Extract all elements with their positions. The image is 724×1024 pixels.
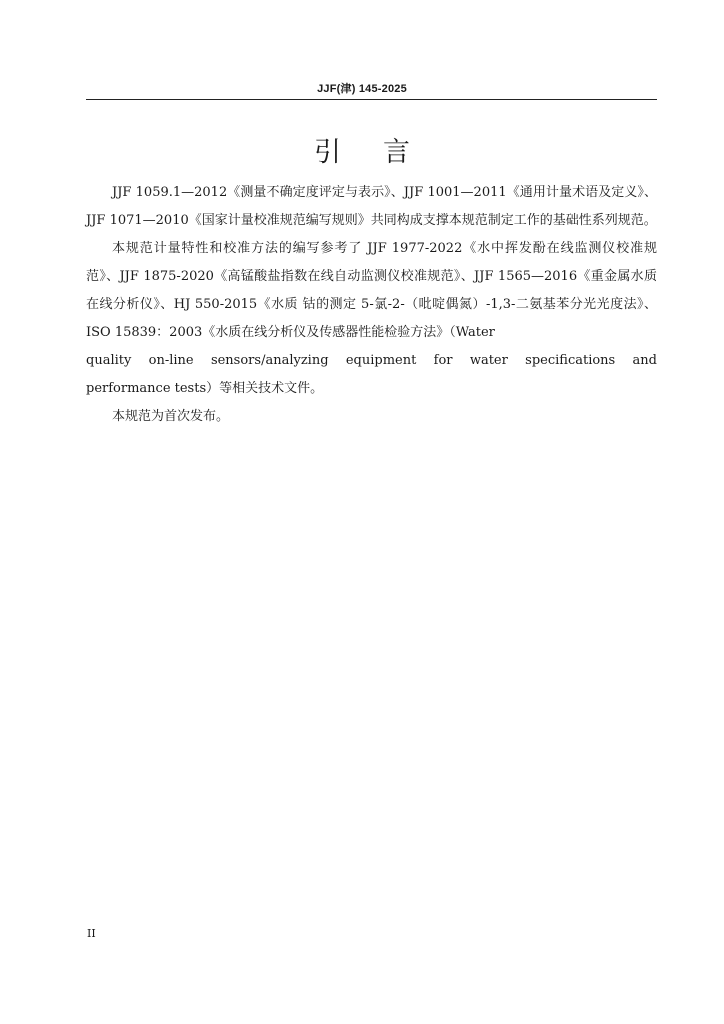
page-number: II <box>87 927 96 940</box>
paragraph-continuation-end: performance tests）等相关技术文件。 <box>86 381 324 396</box>
paragraph-reference-documents: 本规范计量特性和校准方法的编写参考了 JJF 1977-2022《水中挥发酚在线监测仪校准规范》、JJF 1875-2020《高锰酸盐指数在线自动监测仪校准规范》、JJF 1565—2016《重金属水质在线分析仪》、HJ 550-2015《水质 钴的测定 5-氯-2-（吡啶偶氮）-1,3-二氨基苯分光光度法》、ISO 15839：2003《水质在线分析仪及传感器性能检验方法》（Water <box>86 241 657 340</box>
running-header: JJF(津) 145-2025 <box>317 83 407 95</box>
body-text <box>86 179 657 431</box>
paragraph-continuation-line: quality on-line sensors/analyzing equipment for water specifications and <box>86 353 657 368</box>
paragraph-normative-references: JJF 1059.1—2012《测量不确定度评定与表示》、JJF 1001—2011《通用计量术语及定义》、JJF 1071—2010《国家计量校准规范编写规则》共同构成支撑本规范制定工作的基础性系列规范。 <box>86 185 657 228</box>
paragraph-first-release: 本规范为首次发布。 <box>112 409 230 424</box>
section-title: 引言 <box>314 137 452 168</box>
header-divider <box>86 99 657 100</box>
